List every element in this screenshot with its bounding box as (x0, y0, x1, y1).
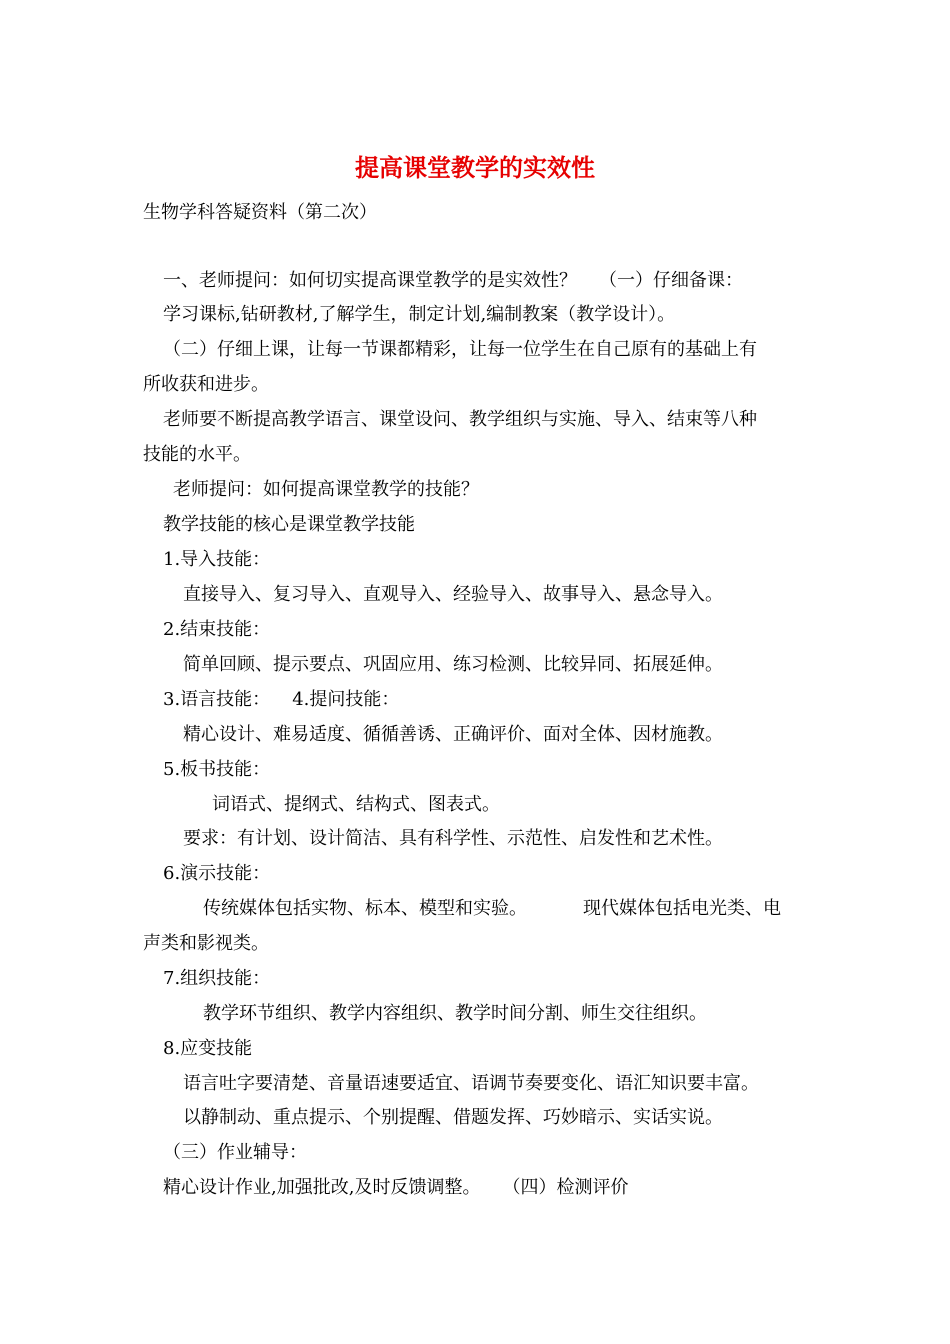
section-1-body: 学习课标,钻研教材,了解学生，制定计划,编制教案（教学设计）。 (163, 304, 676, 325)
skill-5-heading: 5.板书技能： (163, 759, 271, 780)
skill-6-traditional-media: 传统媒体包括实物、标本、模型和实验。 (203, 898, 527, 919)
skill-6-modern-media: 现代媒体包括电光类、电 (583, 898, 781, 919)
skill-1-heading: 1.导入技能： (163, 549, 271, 570)
skill-7-heading: 7.组织技能： (163, 968, 271, 989)
skill-8-body-line-1: 语言吐字要清楚、音量语速要适宜、语调节奏要变化、语汇知识要丰富。 (183, 1073, 759, 1094)
skill-2-heading: 2.结束技能： (163, 619, 271, 640)
skill-7-body: 教学环节组织、教学内容组织、教学时间分割、师生交往组织。 (203, 1003, 707, 1024)
skill-6-heading: 6.演示技能： (163, 863, 271, 884)
paragraph-1-line-1: 老师要不断提高教学语言、课堂设问、教学组织与实施、导入、结束等八种 (163, 409, 757, 430)
section-4-heading: （四）检测评价 (502, 1177, 629, 1198)
document-subtitle: 生物学科答疑资料（第二次） (143, 202, 377, 223)
skill-5-requirements: 要求：有计划、设计简洁、具有科学性、示范性、启发性和艺术性。 (183, 828, 723, 849)
question-1: 一、老师提问：如何切实提高课堂教学的是实效性？ (163, 270, 577, 291)
paragraph-1-line-2: 技能的水平。 (143, 444, 251, 465)
skill-6-body-line-1 (203, 896, 781, 922)
section-3-body: 精心设计作业,加强批改,及时反馈调整。 (163, 1177, 481, 1198)
document-title: 提高课堂教学的实效性 (355, 153, 595, 182)
section-2-line-2: 所收获和进步。 (143, 374, 269, 395)
question-1-line (163, 268, 743, 294)
question-2: 老师提问：如何提高课堂教学的技能？ (173, 479, 479, 500)
skill-5-body: 词语式、提纲式、结构式、图表式。 (212, 794, 500, 815)
skill-1-body: 直接导入、复习导入、直观导入、经验导入、故事导入、悬念导入。 (183, 584, 723, 605)
section-3-4-line (163, 1175, 628, 1201)
skill-4-heading: 4.提问技能： (292, 689, 400, 710)
skill-3-4-body: 精心设计、难易适度、循循善诱、正确评价、面对全体、因材施教。 (183, 724, 723, 745)
section-2-line-1: （二）仔细上课，让每一节课都精彩，让每一位学生在自己原有的基础上有 (163, 339, 757, 360)
skill-3-heading: 3.语言技能： (163, 689, 271, 710)
skill-8-heading: 8.应变技能 (163, 1038, 253, 1059)
skill-8-body-line-2: 以静制动、重点提示、个别提醒、借题发挥、巧妙暗示、实话实说。 (183, 1107, 723, 1128)
skill-6-body-line-2: 声类和影视类。 (143, 933, 269, 954)
skill-2-body: 简单回顾、提示要点、巩固应用、练习检测、比较异同、拓展延伸。 (183, 654, 723, 675)
skill-3-4-heading (163, 687, 399, 713)
section-1-heading: （一）仔细备课： (599, 270, 743, 291)
section-3-heading: （三）作业辅导： (163, 1142, 307, 1163)
core-skill-line: 教学技能的核心是课堂教学技能 (163, 514, 415, 535)
